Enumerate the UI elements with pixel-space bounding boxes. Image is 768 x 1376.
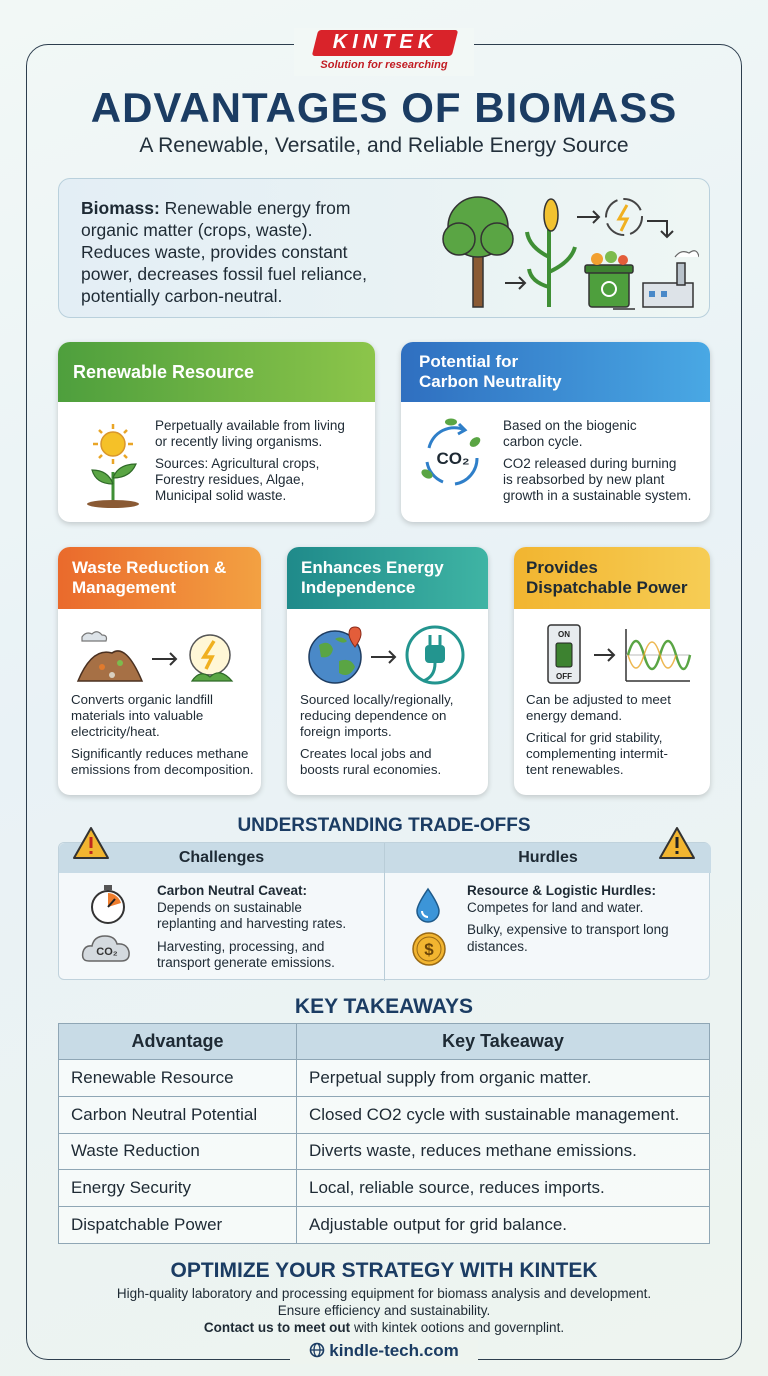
plug-icon	[407, 627, 463, 683]
hurdles-subhead: Resource & Logistic Hurdles:	[467, 883, 657, 898]
cta-title: OPTIMIZE YOUR STRATEGY WITH KINTEK	[170, 1259, 598, 1282]
coin-symbol: $	[424, 940, 434, 959]
hurdles-text	[467, 883, 705, 955]
card-waste-reduction	[58, 547, 261, 795]
card-title: Independence	[301, 578, 416, 597]
intro-term: Biomass:	[81, 198, 160, 218]
biomass-process-illustration	[439, 187, 699, 312]
intro-line: organic matter (crops, waste).	[81, 220, 313, 240]
card-header	[58, 547, 261, 609]
corn-plant-icon	[527, 199, 575, 307]
landfill-to-power-icon	[72, 623, 250, 687]
challenges-line: Depends on sustainable	[157, 899, 302, 915]
card-line: electricity/heat.	[71, 724, 160, 739]
card-line: reducing dependence on	[300, 708, 447, 723]
challenges-header: Challenges	[59, 843, 384, 873]
table-row	[59, 1207, 710, 1244]
table-cell-takeaway: Closed CO2 cycle with sustainable management.	[297, 1096, 710, 1133]
hurdles-line: distances.	[467, 938, 528, 954]
card-line: Converts organic landfill	[71, 692, 213, 707]
cta-contact-line[interactable]	[0, 1320, 768, 1335]
card-energy-independence	[287, 547, 488, 795]
card-body	[503, 418, 705, 510]
cta-contact-rest: with kintek ootions and govern​​plint.	[350, 1320, 565, 1335]
card-line: emissions from decomposition.	[71, 762, 254, 777]
card-line: Sourced locally/regionally,	[300, 692, 454, 707]
card-title: Provides	[526, 558, 598, 577]
hurdles-line: Competes for land and water.	[467, 899, 644, 915]
website-link[interactable]	[290, 1341, 478, 1361]
switch-to-wave-icon	[544, 621, 694, 687]
table-column-header: Key Takeaway	[297, 1024, 710, 1060]
card-title: Management	[72, 578, 176, 597]
cta-line: Ensure efficiency and sustainability.	[277, 1303, 491, 1318]
challenges-text	[157, 883, 382, 972]
takeaways-title: KEY TAKEAWAYS	[294, 995, 474, 1018]
lightning-icon	[619, 205, 627, 231]
challenges-line: replanting and harvesting rates.	[157, 916, 347, 931]
factory-icon	[643, 251, 699, 307]
cta-line: High-quality laboratory and processing equipment for biomass analysis and development.	[116, 1286, 652, 1301]
card-title: Enhances Energy	[301, 558, 444, 577]
card-dispatchable-power	[514, 547, 710, 795]
card-line: energy demand.	[526, 708, 623, 723]
card-line: Municipal solid waste.	[155, 488, 287, 503]
power-switch-icon	[548, 625, 580, 683]
table-cell-takeaway: Adjustable output for grid balance.	[297, 1207, 710, 1244]
card-title: Dispatchable Power	[526, 578, 688, 597]
sine-wave-icon	[626, 629, 690, 681]
co2-cloud-icon	[81, 931, 133, 965]
table-cell-advantage: Energy Security	[59, 1170, 297, 1207]
intro-box	[58, 178, 710, 318]
intro-text	[81, 197, 411, 307]
table-row	[59, 1170, 710, 1207]
card-carbon-neutrality	[401, 342, 710, 522]
challenges-line: Harvesting, processing, and	[157, 938, 325, 954]
globe-icon	[309, 1342, 325, 1358]
card-line: Significantly reduces methane	[71, 746, 249, 761]
co2-label: CO₂	[436, 449, 470, 468]
co2-cycle-icon	[415, 418, 491, 498]
sun-sprout-icon	[78, 422, 148, 508]
card-line: Critical for grid stability,	[526, 730, 663, 745]
table-column-header: Advantage	[59, 1024, 297, 1060]
switch-on-label: ON	[558, 630, 570, 639]
tree-icon	[443, 197, 513, 307]
card-line: Perpetually available from living	[155, 418, 345, 433]
table-cell-takeaway: Perpetual supply from organic matter.	[297, 1060, 710, 1097]
card-body	[526, 692, 708, 784]
table-header-row	[59, 1024, 710, 1060]
page-title: ADVANTAGES OF BIOMASS	[90, 84, 678, 131]
card-line: tent renewables.	[526, 762, 624, 777]
table-cell-takeaway: Local, reliable source, reduces imports.	[297, 1170, 710, 1207]
page-subtitle: A Renewable, Versatile, and Reliable Energy Source	[139, 134, 629, 157]
card-line: boosts rural economies.	[300, 762, 442, 777]
table-cell-takeaway: Diverts waste, reduces methane emissions.	[297, 1133, 710, 1170]
card-line: Can be adjusted to meet	[526, 692, 671, 707]
table-cell-advantage: Carbon Neutral Potential	[59, 1096, 297, 1133]
table-cell-advantage: Waste Reduction	[59, 1133, 297, 1170]
card-renewable-resource	[58, 342, 375, 522]
card-line: Creates local jobs and	[300, 746, 432, 761]
water-drop-icon	[413, 887, 443, 923]
card-line: complementing intermit-	[526, 746, 668, 761]
warning-icon	[658, 826, 696, 860]
card-body	[71, 692, 259, 784]
card-line: materials into valuable	[71, 708, 204, 723]
challenges-line: transport generate emissions.	[157, 955, 335, 970]
recycle-cycle-icon	[606, 199, 642, 235]
warning-icon	[72, 826, 110, 860]
card-line: Forestry residues, Algae,	[155, 472, 305, 487]
table-cell-advantage: Renewable Resource	[59, 1060, 297, 1097]
card-header	[58, 342, 375, 402]
co2-cloud-label: CO₂	[96, 946, 118, 958]
card-line: growth in a sustainable system.	[503, 488, 692, 503]
card-title: Carbon Neutrality	[419, 372, 562, 391]
card-body	[155, 418, 367, 510]
table-row	[59, 1060, 710, 1097]
card-line: Sources: Agricultural crops,	[155, 456, 320, 471]
card-header	[514, 547, 710, 609]
table-cell-advantage: Dispatchable Power	[59, 1207, 297, 1244]
card-line: foreign imports.	[300, 724, 392, 739]
takeaways-table	[58, 1023, 710, 1244]
intro-line: Renewable energy from	[164, 198, 351, 218]
card-line: CO2 released during burning	[503, 456, 677, 471]
card-title: Waste Reduction &	[72, 558, 227, 577]
intro-line: power, decreases fossil fuel reliance,	[81, 264, 367, 284]
tradeoffs-title: UNDERSTANDING TRADE-OFFS	[237, 815, 531, 836]
hurdles-line: Bulky, expensive to transport long	[467, 922, 669, 937]
switch-off-label: OFF	[556, 672, 572, 681]
card-title: Potential for	[419, 352, 519, 371]
card-header	[287, 547, 488, 609]
table-row	[59, 1096, 710, 1133]
stopwatch-icon	[87, 883, 129, 925]
card-line: Based on the biogenic	[503, 418, 637, 433]
tradeoffs-panel	[58, 842, 710, 980]
challenges-subhead: Carbon Neutral Caveat:	[157, 883, 308, 898]
card-line: carbon cycle.	[503, 434, 583, 449]
card-header	[401, 342, 710, 402]
coin-icon	[411, 931, 447, 967]
card-line: or recently living organisms.	[155, 434, 323, 449]
website-text: kindle-tech.com	[329, 1341, 459, 1360]
globe-to-plug-icon	[305, 621, 475, 687]
logo-tagline: Solution for researching	[320, 59, 448, 71]
brand-logo[interactable]	[0, 28, 768, 76]
logo-text: KINTEK	[332, 31, 438, 53]
card-line: is reabsorbed by new plant	[503, 472, 665, 487]
cta-contact-bold: Contact us to meet out	[203, 1320, 351, 1335]
hurdles-header: Hurdles	[385, 843, 711, 873]
intro-line: Reduces waste, provides constant	[81, 242, 348, 262]
card-title: Renewable Resource	[73, 362, 255, 382]
table-row	[59, 1133, 710, 1170]
intro-line: potentially carbon-neutral.	[81, 286, 283, 306]
recycling-bin-icon	[585, 251, 633, 307]
card-body	[300, 692, 486, 784]
